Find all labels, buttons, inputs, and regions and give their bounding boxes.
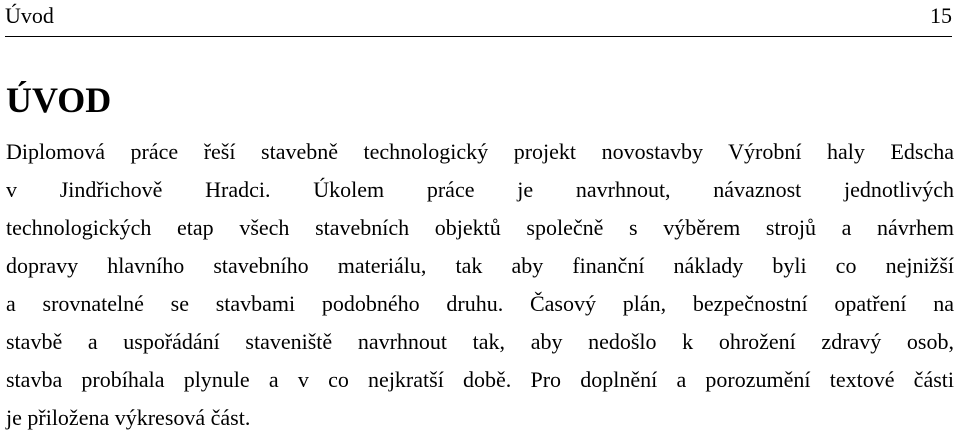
paragraph-line: dopravy hlavního stavebního materiálu, tak aby finanční náklady byli co nejnižší xyxy=(6,253,954,278)
paragraph-line: v Jindřichově Hradci. Úkolem práce je navrhnout, návaznost jednotlivých xyxy=(6,177,954,202)
page-header xyxy=(5,0,952,37)
running-title: Úvod xyxy=(5,3,54,28)
chapter-heading: ÚVOD xyxy=(6,80,112,120)
paragraph-line: technologických etap všech stavebních objektů společně s výběrem strojů a návrhem xyxy=(6,215,954,240)
paragraph-line: a srovnatelné se stavbami podobného druhu. Časový plán, bezpečnostní opatření na xyxy=(6,291,954,316)
paragraph-line: stavba probíhala plynule a v co nejkratší době. Pro doplnění a porozumění textové části xyxy=(6,367,954,392)
body-paragraph xyxy=(6,133,954,437)
paragraph-line: je přiložena výkresová část. xyxy=(6,405,251,430)
paragraph-line: stavbě a uspořádání staveniště navrhnout tak, aby nedošlo k ohrožení zdravý osob, xyxy=(6,329,954,354)
page-number: 15 xyxy=(930,3,952,28)
paragraph-line: Diplomová práce řeší stavebně technologický projekt novostavby Výrobní haly Edscha xyxy=(6,139,954,164)
